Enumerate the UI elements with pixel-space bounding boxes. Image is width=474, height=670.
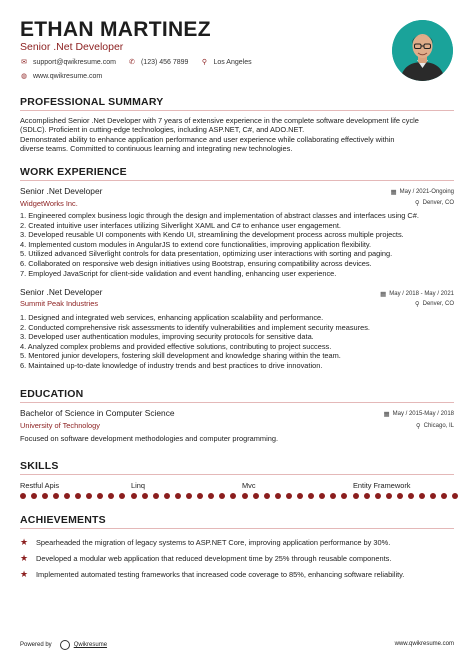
location-text: Los Angeles — [213, 58, 252, 66]
skill-rating-dot — [441, 493, 447, 499]
skill-rating-dot — [131, 493, 137, 499]
skill-rating-dot — [330, 493, 336, 499]
job-location — [415, 300, 454, 308]
education-location — [416, 422, 454, 430]
skill-rating-dot — [375, 493, 381, 499]
pin-icon: ⚲ — [415, 423, 421, 430]
skill-rating-dot — [108, 493, 114, 499]
job-date — [380, 290, 454, 298]
job-date — [390, 188, 454, 196]
skill-rating-dot — [75, 493, 81, 499]
skill-rating-dot — [142, 493, 148, 499]
calendar-icon: ▦ — [383, 411, 390, 418]
achievement-text: Spearheaded the migration of legacy systems to ASP.NET Core, improving application performance by 30%. — [36, 538, 391, 547]
skill-name: Mvc — [242, 481, 256, 490]
globe-icon: ◍ — [20, 73, 28, 80]
footer-powered-by — [20, 640, 107, 650]
summary-text — [20, 116, 456, 153]
skill-rating-dot — [53, 493, 59, 499]
skill-rating-dot — [97, 493, 103, 499]
list-item — [20, 569, 456, 580]
website-text: www.qwikresume.com — [33, 72, 103, 80]
skill-name: Restful Apis — [20, 481, 60, 490]
envelope-icon: ✉ — [21, 59, 27, 66]
school-name: University of Technology — [20, 421, 100, 430]
list-item: 4. Analyzed complex problems and provided effective solutions, contributing to project success. — [20, 341, 332, 351]
education-date — [383, 410, 454, 418]
skill-rating-dot — [286, 493, 292, 499]
calendar-icon: ▦ — [390, 189, 397, 196]
calendar-icon: ▦ — [380, 291, 387, 298]
section-divider — [20, 402, 454, 403]
job-date-text: May / 2018 - May / 2021 — [389, 291, 454, 297]
summary-line: Demonstrated ability to enhance application performance and user experience while collaborating effectively within — [20, 134, 395, 144]
section-title-education: EDUCATION — [20, 388, 84, 400]
section-title-skills: SKILLS — [20, 460, 59, 472]
skill-rating-dot — [208, 493, 214, 499]
powered-by-text: Powered by — [20, 642, 52, 648]
job-responsibilities — [20, 313, 456, 371]
brand-link[interactable]: Qwikresume — [73, 642, 108, 648]
contact-email[interactable] — [20, 58, 116, 66]
skill-rating-dot — [419, 493, 425, 499]
summary-line: (SDLC). Proficient in cutting-edge technologies, including ASP.NET, C#, and ADO.NET. — [20, 125, 305, 135]
list-item: 7. Employed JavaScript for client-side validation and event handling, enhancing user experience. — [20, 268, 337, 278]
list-item: 6. Maintained up-to-date knowledge of industry trends and best practices to drive innovation. — [20, 360, 323, 370]
achievement-text: Developed a modular web application that reduced development time by 25% through reusable components. — [36, 554, 392, 563]
email-text: support@qwikresume.com — [33, 58, 116, 66]
candidate-name: ETHAN MARTINEZ — [20, 18, 211, 41]
section-divider — [20, 528, 454, 529]
skill-rating-dot — [42, 493, 48, 499]
phone-icon: ✆ — [129, 59, 135, 66]
profile-photo — [392, 20, 453, 81]
skill-rating-dot — [219, 493, 225, 499]
education-location-text: Chicago, IL — [423, 423, 454, 429]
job-location-text: Denver, CO — [422, 301, 454, 307]
list-item: 1. Engineered complex business logic through the design and implementation of abstract classes and interfaces using C#. — [20, 211, 419, 220]
job-responsibilities — [20, 211, 456, 278]
phone-text: (123) 456 7899 — [140, 58, 189, 66]
skill-rating-dot — [264, 493, 270, 499]
degree-title: Bachelor of Science in Computer Science — [20, 408, 175, 418]
contact-row — [20, 58, 264, 66]
skills-list — [20, 481, 454, 501]
profile-photo-graphic — [392, 20, 453, 81]
job-date-text: May / 2021-Ongoing — [399, 189, 454, 195]
job-title: Senior .Net Developer — [20, 287, 103, 297]
list-item: 4. Implemented custom modules in AngularJS to extend core functionalities, improving application flexibility. — [20, 239, 372, 249]
skill-rating-dot — [341, 493, 347, 499]
education-date-text: May / 2015-May / 2018 — [392, 411, 454, 417]
pin-icon: ⚲ — [414, 200, 420, 207]
list-item — [20, 553, 456, 564]
list-item — [20, 537, 456, 548]
star-icon: ★ — [20, 569, 29, 579]
skill-rating-dot — [119, 493, 125, 499]
skill-rating-dot — [386, 493, 392, 499]
star-icon: ★ — [20, 553, 29, 563]
summary-line: Accomplished Senior .Net Developer with 7 years of extensive experience in the complete software development life cycle — [20, 116, 419, 125]
pin-icon: ⚲ — [414, 301, 420, 308]
skill-rating-dot — [452, 493, 458, 499]
section-title-experience: WORK EXPERIENCE — [20, 166, 127, 178]
job-title: Senior .Net Developer — [20, 186, 103, 196]
skill-rating-dot — [308, 493, 314, 499]
section-title-summary: PROFESSIONAL SUMMARY — [20, 96, 164, 108]
skill-rating-dot — [31, 493, 37, 499]
skill-rating-dot — [408, 493, 414, 499]
contact-location — [200, 58, 251, 66]
skill-rating-dot — [275, 493, 281, 499]
skill-rating-dot — [253, 493, 259, 499]
list-item: 5. Utilized advanced Silverlight controls for data presentation, optimizing user interactions with sorting and paging. — [20, 249, 393, 259]
skill-rating-dot — [186, 493, 192, 499]
section-divider — [20, 474, 454, 475]
job-location-text: Denver, CO — [422, 200, 454, 206]
star-icon: ★ — [20, 537, 29, 547]
skill-name: Entity Framework — [353, 481, 411, 490]
list-item: 3. Developed user authentication modules, improving security protocols for sensitive data. — [20, 332, 314, 342]
skill-rating-dot — [297, 493, 303, 499]
skill-rating-dot — [430, 493, 436, 499]
skill-rating-dot — [64, 493, 70, 499]
qwikresume-logo-icon — [60, 640, 70, 650]
summary-line: diverse teams. Committed to continuous learning and integrating new technologies. — [20, 143, 293, 153]
skill-rating-dot — [230, 493, 236, 499]
section-divider — [20, 180, 454, 181]
skill-rating-dot — [175, 493, 181, 499]
job-company: Summit Peak Industries — [20, 299, 99, 308]
skill-rating-dot — [364, 493, 370, 499]
job-company: WidgetWorks Inc. — [20, 199, 78, 208]
list-item: 2. Conducted comprehensive risk assessments to identify vulnerabilities and implement security measures. — [20, 322, 370, 332]
list-item: 2. Created intuitive user interfaces utilizing Silverlight XAML and C# to enhance user engagement. — [20, 220, 341, 230]
skill-rating-dot — [86, 493, 92, 499]
achievement-text: Implemented automated testing frameworks that increased code coverage to 85%, enhancing software reliability. — [36, 570, 405, 579]
job-location — [415, 199, 454, 207]
list-item: 6. Collaborated on responsive web design initiatives using Bootstrap, ensuring compatibility across devices. — [20, 258, 372, 268]
list-item: 3. Developed reusable UI components with Kendo UI, streamlining the development process across multiple projects. — [20, 230, 404, 240]
skill-rating-dot — [242, 493, 248, 499]
skill-rating-dot — [20, 493, 26, 499]
contact-phone[interactable] — [128, 58, 188, 66]
skill-name: Linq — [131, 481, 145, 490]
skill-rating-dot — [319, 493, 325, 499]
skill-rating-dot — [197, 493, 203, 499]
footer-website-link[interactable]: www.qwikresume.com — [394, 641, 454, 647]
skill-rating-dot — [164, 493, 170, 499]
section-divider — [20, 110, 454, 111]
map-pin-icon: ⚲ — [201, 59, 208, 66]
education-description: Focused on software development methodologies and computer programming. — [20, 434, 278, 443]
list-item: 1. Designed and integrated web services, enhancing application scalability and performance. — [20, 313, 324, 322]
section-title-achievements: ACHIEVEMENTS — [20, 514, 106, 526]
skill-rating-dot — [397, 493, 403, 499]
skill-rating-dot — [153, 493, 159, 499]
contact-website[interactable] — [20, 72, 102, 80]
list-item: 5. Mentored junior developers, fostering skill development and knowledge sharing within the team. — [20, 351, 341, 361]
skill-rating-dot — [353, 493, 359, 499]
candidate-title: Senior .Net Developer — [20, 41, 124, 53]
